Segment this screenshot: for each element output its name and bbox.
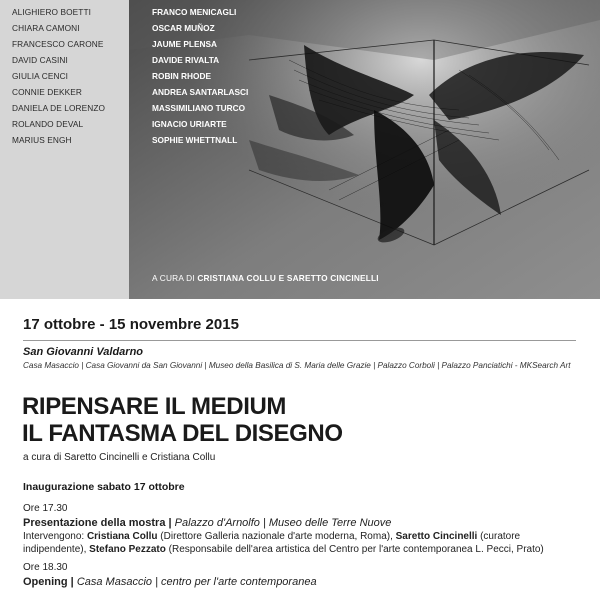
curators-prefix: A CURA DI xyxy=(152,273,195,283)
artist-name: DAVID CASINI xyxy=(12,55,68,65)
artist-name: MASSIMILIANO TURCO xyxy=(152,103,246,113)
event-separator: | xyxy=(67,575,77,588)
event-time: Ore 17.30 xyxy=(23,503,68,514)
artist-name: GIULIA CENCI xyxy=(12,71,69,81)
artist-name: IGNACIO URIARTE xyxy=(152,119,227,129)
event-heading xyxy=(23,516,583,530)
divider xyxy=(23,340,576,341)
exhibition-city: San Giovanni Valdarno xyxy=(23,346,144,358)
artist-name: ROBIN RHODE xyxy=(152,71,212,81)
opening-day-heading: Inaugurazione sabato 17 ottobre xyxy=(23,481,185,493)
venue-list: Casa Masaccio | Casa Giovanni da San Giovanni | Museo della Basilica di S. Maria delle Grazie | Palazzo Corboli | Palazzo Panciatichi - MKSearch Art xyxy=(23,361,571,370)
artist-name: OSCAR MUÑOZ xyxy=(152,23,215,33)
artist-name: FRANCO MENICAGLI xyxy=(152,7,237,17)
speaker-name: Stefano Pezzato xyxy=(89,544,166,555)
speaker-name: Cristiana Collu xyxy=(86,530,158,542)
artist-name: ROLANDO DEVAL xyxy=(12,119,84,129)
speaker-role: (Direttore Galleria nazionale d'arte moderna, Roma), xyxy=(157,530,396,542)
artist-name: ANDREA SANTARLASCI xyxy=(152,87,249,97)
artist-name: CONNIE DEKKER xyxy=(12,87,82,97)
event-presentation xyxy=(23,502,583,557)
event-place: Palazzo d'Arnolfo | Museo delle Terre Nuove xyxy=(174,516,392,529)
event-heading xyxy=(23,575,583,589)
curators-names: CRISTIANA COLLU E SARETTO CINCINELLI xyxy=(197,273,379,283)
speaker-name: Saretto Cincinelli xyxy=(395,530,478,542)
poster-hero xyxy=(0,0,600,299)
event-name: Presentazione della mostra xyxy=(23,516,166,529)
artist-name: FRANCESCO CARONE xyxy=(12,39,104,49)
event-separator: | xyxy=(165,516,175,529)
artist-name: CHIARA CAMONI xyxy=(12,23,80,33)
curators-byline: a cura di Saretto Cincinelli e Cristiana Collu xyxy=(23,452,216,463)
artist-name: ALIGHIERO BOETTI xyxy=(12,7,92,17)
artist-name: MARIUS ENGH xyxy=(12,135,72,145)
event-speakers xyxy=(23,530,583,557)
event-opening xyxy=(23,561,583,589)
artist-name: JAUME PLENSA xyxy=(152,39,218,49)
artist-name: DAVIDE RIVALTA xyxy=(152,55,220,65)
speaker-role: (curatore indipendente), xyxy=(23,530,521,555)
event-time: Ore 18.30 xyxy=(23,562,68,573)
exhibition-title-line-1: RIPENSARE IL MEDIUM xyxy=(22,393,286,420)
artist-list-left xyxy=(12,6,130,150)
event-name: Opening xyxy=(23,575,68,588)
curators-credit xyxy=(152,273,379,283)
artist-name: DANIELA DE LORENZO xyxy=(12,103,106,113)
speaker-role: (Responsabile dell'area artistica del Centro per l'arte contemporanea L. Pecci, Prato) xyxy=(165,544,544,555)
speakers-intro: Intervengono: xyxy=(23,530,87,542)
event-place: Casa Masaccio | centro per l'arte contemporanea xyxy=(76,575,317,588)
exhibition-title-line-2: IL FANTASMA DEL DISEGNO xyxy=(22,420,343,447)
artist-name: SOPHIE WHETTNALL xyxy=(152,135,238,145)
artist-list-right xyxy=(152,6,282,150)
exhibition-dates: 17 ottobre - 15 novembre 2015 xyxy=(23,316,239,333)
